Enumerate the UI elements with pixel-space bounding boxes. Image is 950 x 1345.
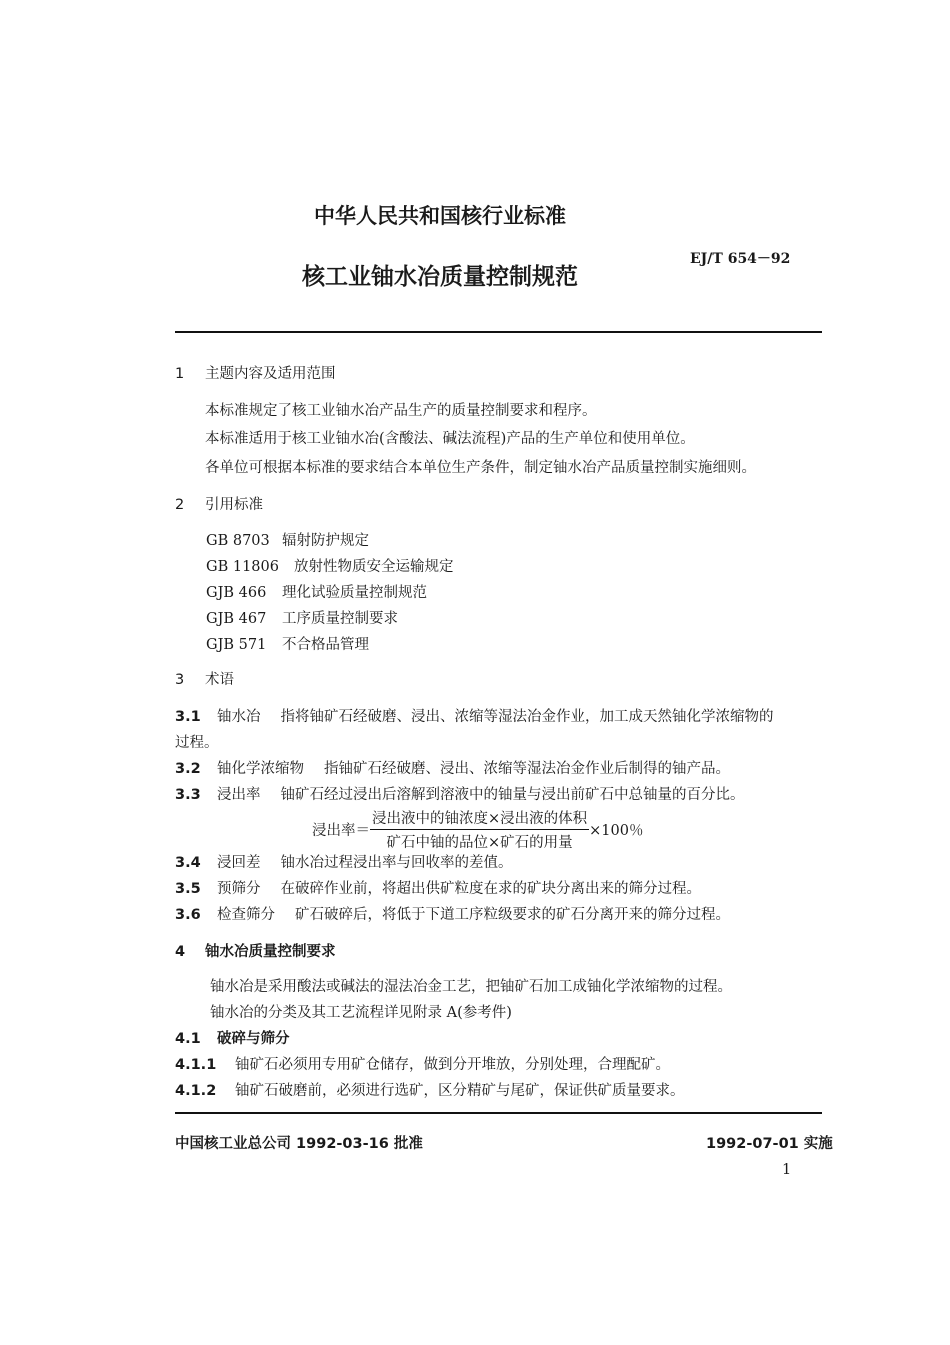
- term-3-1-continuation: 过程。: [175, 735, 219, 751]
- term-3-5: 3.5 预筛分 在破碎作业前，将超出供矿粒度在求的矿块分离出来的筛分过程。: [175, 881, 701, 897]
- section-4-heading: 4 铀水冶质量控制要求: [175, 944, 336, 960]
- formula-rhs: ×100％: [589, 823, 644, 839]
- leaching-rate-formula: [312, 807, 643, 852]
- reference-item: GJB 571 不合格品管理: [206, 637, 369, 653]
- reference-item: GB 11806 放射性物质安全运输规定: [206, 559, 454, 575]
- section-1-paragraph-3: 各单位可根据本标准的要求结合本单位生产条件，制定铀水冶产品质量控制实施细则。: [205, 460, 756, 476]
- reference-item: GB 8703 辐射防护规定: [206, 533, 369, 549]
- standard-code: EJ/T 654－92: [690, 251, 791, 267]
- section-1-paragraph-2: 本标准适用于核工业铀水冶(含酸法、碱法流程)产品的生产单位和使用单位。: [205, 431, 695, 447]
- reference-item: GJB 466 理化试验质量控制规范: [206, 585, 427, 601]
- reference-item: GJB 467 工序质量控制要求: [206, 611, 398, 627]
- approval-line: 中国核工业总公司 1992-03-16 批准: [175, 1136, 423, 1152]
- footer-divider: [175, 1112, 822, 1114]
- header-divider: [175, 331, 822, 333]
- section-2-heading: 2 引用标准: [175, 497, 263, 513]
- clause-4-1-2: 4.1.2 铀矿石破磨前，必须进行选矿，区分精矿与尾矿，保证供矿质量要求。: [175, 1083, 685, 1099]
- standard-category-title: 中华人民共和国核行业标准: [314, 204, 566, 228]
- section-3-heading: 3 术语: [175, 672, 234, 688]
- section-1-heading: 1 主题内容及适用范围: [175, 366, 336, 382]
- effective-date: 1992-07-01 实施: [706, 1136, 833, 1152]
- formula-fraction: [370, 807, 589, 852]
- document-title: 核工业铀水冶质量控制规范: [302, 264, 578, 290]
- term-3-3: 3.3 浸出率 铀矿石经过浸出后溶解到溶液中的铀量与浸出前矿石中总铀量的百分比。: [175, 787, 745, 803]
- formula-numerator: 浸出液中的铀浓度×浸出液的体积: [370, 807, 589, 830]
- formula-lhs: 浸出率＝: [312, 823, 370, 839]
- term-3-2: 3.2 铀化学浓缩物 指铀矿石经破磨、浸出、浓缩等湿法冶金作业后制得的铀产品。: [175, 761, 730, 777]
- formula-denominator: 矿石中铀的品位×矿石的用量: [386, 835, 573, 851]
- section-4-paragraph-2: 铀水冶的分类及其工艺流程详见附录 A(参考件): [210, 1005, 512, 1021]
- section-1-paragraph-1: 本标准规定了核工业铀水冶产品生产的质量控制要求和程序。: [205, 403, 597, 419]
- term-3-1: 3.1 铀水冶 指将铀矿石经破磨、浸出、浓缩等湿法冶金作业，加工成天然铀化学浓缩物的: [175, 709, 774, 725]
- term-3-4: 3.4 浸回差 铀水冶过程浸出率与回收率的差值。: [175, 855, 513, 871]
- clause-4-1-1: 4.1.1 铀矿石必须用专用矿仓储存，做到分开堆放，分别处理，合理配矿。: [175, 1057, 670, 1073]
- section-4-paragraph-1: 铀水冶是采用酸法或碱法的湿法冶金工艺，把铀矿石加工成铀化学浓缩物的过程。: [210, 979, 732, 995]
- subsection-4-1-heading: 4.1 破碎与筛分: [175, 1031, 290, 1047]
- term-3-6: 3.6 检查筛分 矿石破碎后，将低于下道工序粒级要求的矿石分离开来的筛分过程。: [175, 907, 730, 923]
- page-number: 1: [782, 1162, 792, 1178]
